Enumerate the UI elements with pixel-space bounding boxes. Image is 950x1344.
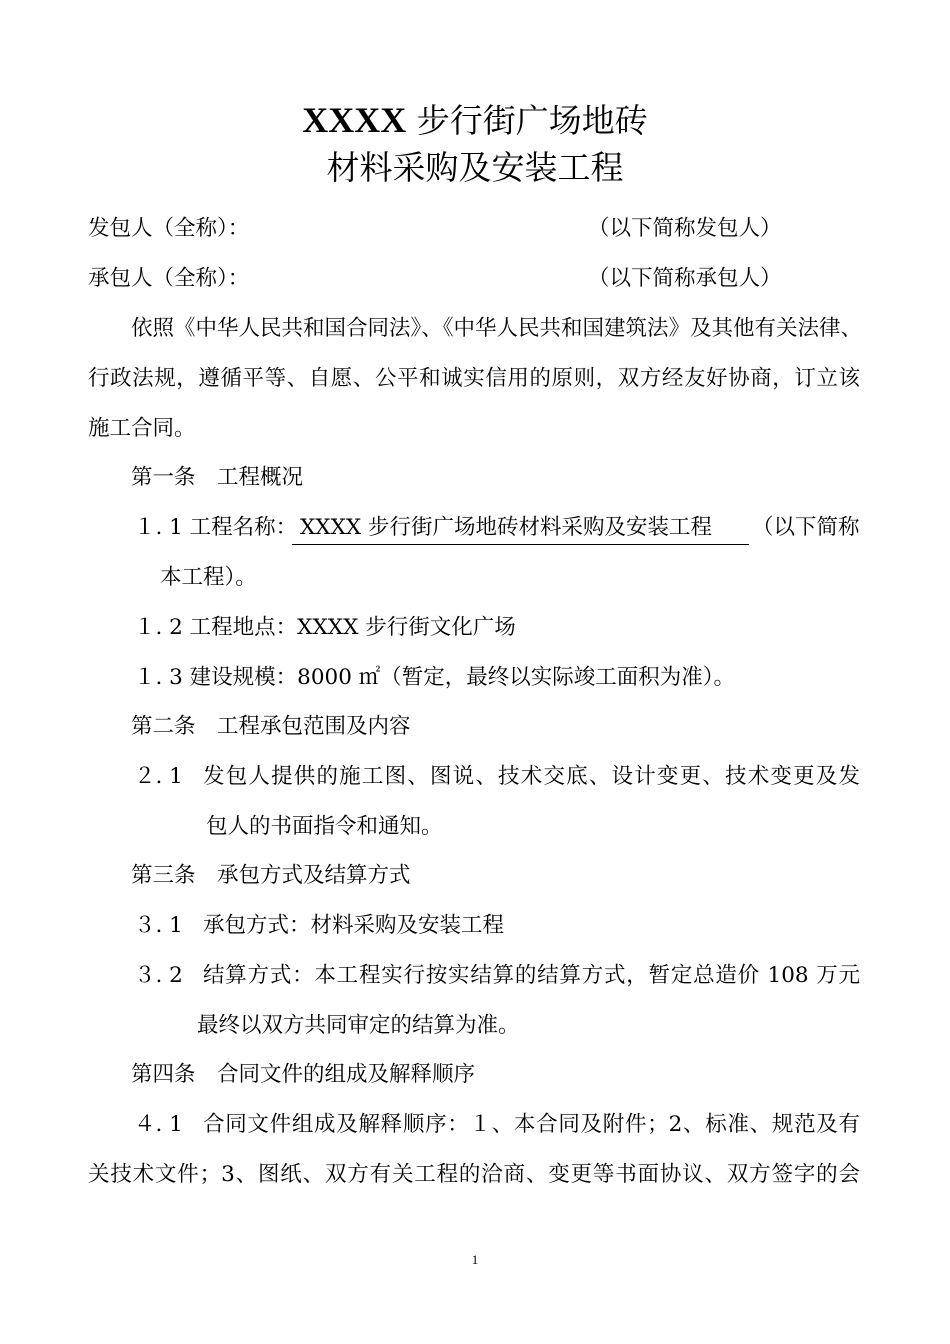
document-title-line-2: 材料采购及安装工程 <box>326 148 624 187</box>
title-rest: 步行街广场地砖 <box>406 101 648 140</box>
clause-2-1-number: ２. 1 <box>134 764 183 789</box>
article-2-heading: 第二条 工程承包范围及内容 <box>131 714 411 739</box>
preamble-line-3: 施工合同。 <box>88 416 196 441</box>
clause-3-2-line-1: 结算方式：本工程实行按实结算的结算方式，暂定总造价 108 万元 <box>203 963 860 988</box>
article-4-heading: 第四条 合同文件的组成及解释顺序 <box>131 1062 476 1087</box>
contractor-label: 承包人（全称）： <box>88 266 250 291</box>
clause-1-1-continuation: 本工程）。 <box>160 565 257 590</box>
clause-3-1: 承包方式：材料采购及安装工程 <box>203 913 505 938</box>
contractor-alias: （以下简称承包人） <box>588 266 782 291</box>
clause-2-1-line-2: 包人的书面指令和通知。 <box>206 814 443 839</box>
clause-2-1-line-1: 发包人提供的施工图、图说、技术交底、设计变更、技术变更及发 <box>203 764 860 789</box>
clause-4-1-number: ４. 1 <box>134 1112 183 1137</box>
project-name-field <box>292 513 749 545</box>
clause-1-2: １. 2 工程地点：XXXX 步行街文化广场 <box>134 615 516 640</box>
employer-alias: （以下简称发包人） <box>588 216 782 241</box>
clause-1-1-prefix: １. 1 工程名称： <box>134 515 298 540</box>
article-3-heading: 第三条 承包方式及结算方式 <box>131 863 411 888</box>
clause-1-3: １. 3 建设规模：8000 ㎡（暂定，最终以实际竣工面积为准）。 <box>134 665 735 690</box>
clause-1-1-suffix: （以下简称 <box>752 515 860 540</box>
employer-label: 发包人（全称）： <box>88 216 250 241</box>
clause-3-2-number: ３. 2 <box>134 963 183 988</box>
article-1-heading: 第一条 工程概况 <box>131 465 304 490</box>
project-name-value: XXXX 步行街广场地砖材料采购及安装工程 <box>292 513 749 545</box>
title-latin: XXXX <box>302 100 407 140</box>
preamble-line-1: 依照《中华人民共和国合同法》、《中华人民共和国建筑法》及其他有关法律、 <box>131 316 863 341</box>
clause-4-1-line-1: 合同文件组成及解释顺序：１、本合同及附件；2、标准、规范及有 <box>203 1112 860 1137</box>
clause-4-1-line-2: 关技术文件；3、图纸、双方有关工程的洽商、变更等书面协议、双方签字的会 <box>88 1162 860 1187</box>
clause-3-2-line-2: 最终以双方共同审定的结算为准。 <box>197 1013 520 1038</box>
page-number: 1 <box>471 1252 479 1267</box>
preamble-line-2: 行政法规，遵循平等、自愿、公平和诚实信用的原则，双方经友好协商，订立该 <box>88 366 860 391</box>
document-title-line-1 <box>0 98 950 143</box>
clause-3-1-number: ３. 1 <box>134 913 183 938</box>
